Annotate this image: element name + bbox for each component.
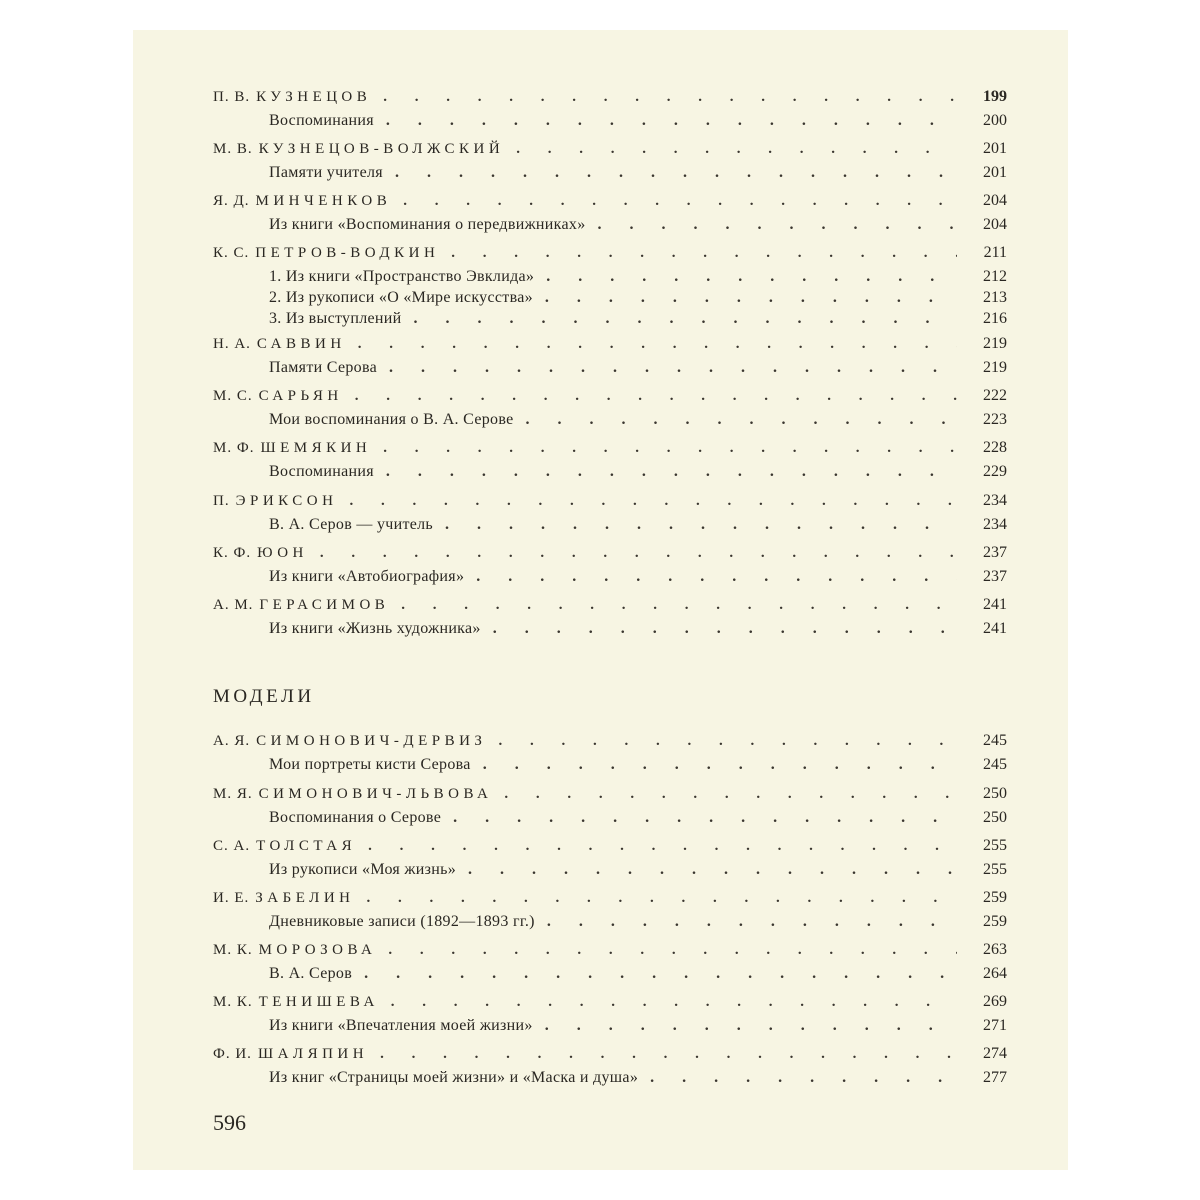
author-initials: П. В. — [213, 89, 251, 105]
toc-page-number: 234 — [983, 516, 1007, 533]
dot-leader — [545, 289, 957, 307]
author-surname: ЭРИКСОН — [235, 493, 338, 509]
author-surname: ТЕНИШЕВА — [258, 994, 379, 1010]
toc-page-number: 211 — [983, 244, 1007, 261]
toc-author-line — [133, 492, 1068, 514]
toc-page-number: 200 — [983, 112, 1007, 129]
author-surname: ЮОН — [257, 545, 308, 561]
dot-leader — [403, 193, 957, 210]
dot-leader — [320, 545, 957, 562]
toc-author-line — [133, 244, 1068, 266]
author-surname: КУЗНЕЦОВ — [256, 89, 372, 105]
author-surname: ПЕТРОВ-ВОДКИН — [255, 245, 440, 261]
author-name — [213, 89, 371, 106]
author-initials: М. Я. — [213, 786, 253, 802]
dot-leader — [526, 411, 958, 429]
toc-author-line — [133, 889, 1068, 911]
toc-work-line — [133, 216, 1068, 238]
toc-page-number: 229 — [983, 463, 1007, 480]
dot-leader — [367, 890, 957, 907]
author-name — [213, 440, 371, 457]
author-initials: С. А. — [213, 838, 251, 854]
toc-author-line — [133, 140, 1068, 162]
dot-leader — [349, 493, 957, 510]
dot-leader — [383, 89, 957, 106]
toc-work-line — [133, 756, 1068, 778]
dot-leader — [451, 245, 957, 262]
toc-page-number: 212 — [983, 268, 1007, 285]
author-initials: М. В. — [213, 141, 253, 157]
dot-leader — [355, 388, 957, 405]
dot-leader — [468, 861, 957, 879]
toc-page-number: 269 — [983, 993, 1007, 1010]
author-initials: М. К. — [213, 994, 253, 1010]
author-surname: САРЬЯН — [258, 388, 343, 404]
author-surname: СИМОНОВИЧ-ЛЬВОВА — [258, 786, 493, 802]
toc-work-line — [133, 809, 1068, 831]
toc-work-line — [133, 359, 1068, 381]
dot-leader — [498, 733, 957, 750]
author-name — [213, 245, 439, 262]
author-initials: П. — [213, 493, 230, 509]
author-surname: МОРОЗОВА — [258, 942, 377, 958]
author-name — [213, 597, 389, 614]
dot-leader — [364, 965, 957, 983]
work-title: 3. Из выступлений — [269, 310, 402, 327]
toc-author-line — [133, 993, 1068, 1015]
dot-leader — [388, 942, 957, 959]
page-number: 596 — [213, 1110, 246, 1135]
dot-leader — [493, 620, 957, 638]
toc-page-number: 216 — [983, 310, 1007, 327]
dot-leader — [358, 336, 957, 353]
dot-leader — [445, 516, 957, 534]
work-title: Из книги «Впечатления моей жизни» — [269, 1017, 533, 1034]
work-title: Из книги «Жизнь художника» — [269, 620, 481, 637]
toc-page-number: 263 — [983, 941, 1007, 958]
toc-page-number: 250 — [983, 785, 1007, 802]
dot-leader — [504, 786, 957, 803]
dot-leader — [547, 913, 957, 931]
author-initials: К. С. — [213, 245, 250, 261]
toc-page-number: 241 — [983, 620, 1007, 637]
toc-work-line — [133, 310, 1068, 332]
author-initials: К. Ф. — [213, 545, 252, 561]
author-surname: СИМОНОВИЧ-ДЕРВИЗ — [256, 733, 487, 749]
author-name — [213, 838, 356, 855]
author-name — [213, 1046, 368, 1063]
author-initials: Ф. И. — [213, 1046, 252, 1062]
work-title: В. А. Серов — учитель — [269, 516, 434, 533]
dot-leader — [368, 838, 957, 855]
toc-author-line — [133, 192, 1068, 214]
toc-page-number: 259 — [983, 889, 1007, 906]
author-initials: Н. А. — [213, 336, 251, 352]
toc-author-line — [133, 732, 1068, 754]
toc-work-line — [133, 568, 1068, 590]
work-title: Из книги «Автобиография» — [269, 568, 465, 585]
toc-page-number: 201 — [983, 164, 1007, 181]
author-name — [213, 733, 486, 750]
toc-page-number: 204 — [983, 216, 1007, 233]
work-title: Мои воспоминания о В. А. Серове — [269, 411, 514, 428]
section-heading: МОДЕЛИ — [213, 686, 315, 707]
dot-leader — [386, 112, 957, 130]
toc-work-line — [133, 164, 1068, 186]
toc-page-number: 237 — [983, 544, 1007, 561]
dot-leader — [380, 1046, 957, 1063]
toc-page-number: 222 — [983, 387, 1007, 404]
toc-page-number: 213 — [983, 289, 1007, 306]
toc-page-number: 223 — [983, 411, 1007, 428]
work-title: В. А. Серов — [269, 965, 353, 982]
work-title: 1. Из книги «Пространство Эвклида» — [269, 268, 535, 285]
toc-author-line — [133, 596, 1068, 618]
author-surname: МИНЧЕНКОВ — [255, 193, 392, 209]
table-of-contents — [133, 30, 1068, 1170]
toc-page-number: 219 — [983, 359, 1007, 376]
dot-leader — [516, 141, 957, 158]
author-name — [213, 942, 376, 959]
toc-work-line — [133, 289, 1068, 311]
author-name — [213, 890, 355, 907]
toc-work-line — [133, 112, 1068, 134]
toc-page-number: 245 — [983, 756, 1007, 773]
work-title: Из книг «Страницы моей жизни» и «Маска и душа» — [269, 1069, 639, 1086]
author-initials: И. Е. — [213, 890, 250, 906]
toc-page-number: 204 — [983, 192, 1007, 209]
toc-author-line — [133, 941, 1068, 963]
toc-work-line — [133, 913, 1068, 935]
author-surname: КУЗНЕЦОВ-ВОЛЖСКИЙ — [258, 141, 505, 157]
author-name — [213, 545, 308, 562]
toc-page-number: 259 — [983, 913, 1007, 930]
author-surname: ЗАБЕЛИН — [255, 890, 355, 906]
toc-author-line — [133, 837, 1068, 859]
work-title: Памяти Серова — [269, 359, 378, 376]
toc-author-line — [133, 785, 1068, 807]
work-title: Воспоминания о Серове — [269, 809, 442, 826]
toc-work-line — [133, 1017, 1068, 1039]
toc-author-line — [133, 387, 1068, 409]
author-name — [213, 786, 492, 803]
toc-page-number: 245 — [983, 732, 1007, 749]
toc-page-number: 255 — [983, 861, 1007, 878]
dot-leader — [395, 164, 957, 182]
work-title: 2. Из рукописи «О «Мире искусства» — [269, 289, 533, 306]
author-surname: ШЕМЯКИН — [260, 440, 372, 456]
author-initials: А. М. — [213, 597, 254, 613]
dot-leader — [453, 809, 957, 827]
dot-leader — [389, 359, 957, 377]
dot-leader — [546, 268, 957, 286]
author-surname: ШАЛЯПИН — [257, 1046, 369, 1062]
work-title: Памяти учителя — [269, 164, 383, 181]
toc-page-number: 264 — [983, 965, 1007, 982]
toc-page-number: 219 — [983, 335, 1007, 352]
toc-author-line — [133, 1045, 1068, 1067]
toc-page-number: 234 — [983, 492, 1007, 509]
toc-work-line — [133, 1069, 1068, 1091]
dot-leader — [383, 440, 957, 457]
toc-author-line — [133, 335, 1068, 357]
toc-work-line — [133, 463, 1068, 485]
author-name — [213, 493, 337, 510]
author-initials: М. Ф. — [213, 440, 255, 456]
author-surname: ТОЛСТАЯ — [256, 838, 357, 854]
dot-leader — [476, 568, 957, 586]
work-title: Из книги «Воспоминания о передвижниках» — [269, 216, 586, 233]
work-title: Из рукописи «Моя жизнь» — [269, 861, 456, 878]
toc-author-line — [133, 544, 1068, 566]
toc-page-number: 228 — [983, 439, 1007, 456]
dot-leader — [545, 1017, 957, 1035]
dot-leader — [401, 597, 957, 614]
toc-page-number: 277 — [983, 1069, 1007, 1086]
toc-page-number: 255 — [983, 837, 1007, 854]
toc-work-line — [133, 411, 1068, 433]
author-name — [213, 193, 391, 210]
dot-leader — [650, 1069, 957, 1087]
toc-work-line — [133, 620, 1068, 642]
toc-page-number: 199 — [983, 88, 1007, 105]
author-initials: А. Я. — [213, 733, 251, 749]
dot-leader — [391, 994, 957, 1011]
author-name — [213, 336, 346, 353]
author-initials: М. К. — [213, 942, 253, 958]
toc-author-line — [133, 88, 1068, 110]
toc-page-number: 271 — [983, 1017, 1007, 1034]
toc-work-line — [133, 965, 1068, 987]
toc-page-number: 237 — [983, 568, 1007, 585]
author-initials: М. С. — [213, 388, 253, 404]
toc-work-line — [133, 861, 1068, 883]
work-title: Мои портреты кисти Серова — [269, 756, 471, 773]
dot-leader — [386, 463, 957, 481]
work-title: Дневниковые записи (1892—1893 гг.) — [269, 913, 535, 930]
author-name — [213, 388, 343, 405]
dot-leader — [414, 310, 958, 328]
toc-work-line — [133, 268, 1068, 290]
toc-page-number: 201 — [983, 140, 1007, 157]
toc-author-line — [133, 439, 1068, 461]
dot-leader — [598, 216, 958, 234]
toc-page-number: 274 — [983, 1045, 1007, 1062]
author-surname: ГЕРАСИМОВ — [259, 597, 390, 613]
dot-leader — [483, 756, 957, 774]
work-title: Воспоминания — [269, 112, 374, 129]
work-title: Воспоминания — [269, 463, 374, 480]
author-initials: Я. Д. — [213, 193, 250, 209]
author-name — [213, 141, 504, 158]
author-name — [213, 994, 379, 1011]
toc-page-number: 250 — [983, 809, 1007, 826]
book-page — [133, 30, 1068, 1170]
toc-page-number: 241 — [983, 596, 1007, 613]
toc-work-line — [133, 516, 1068, 538]
author-surname: САВВИН — [256, 336, 346, 352]
